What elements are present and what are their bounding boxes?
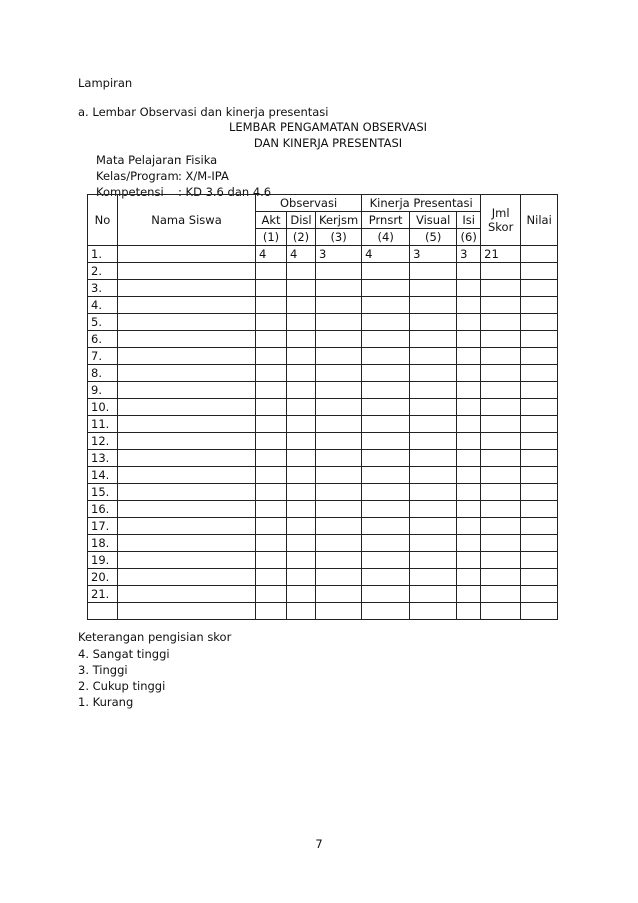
- row-score: [410, 416, 457, 433]
- row-score: [287, 263, 316, 280]
- row-no: 10.: [88, 399, 118, 416]
- observation-table: [87, 194, 558, 620]
- row-nama: [118, 297, 256, 314]
- info-mata-pelajaran: [96, 153, 217, 167]
- row-score: [316, 467, 362, 484]
- row-score: [316, 433, 362, 450]
- row-score: [316, 518, 362, 535]
- page-number: 7: [315, 837, 323, 851]
- table-row: [88, 467, 558, 484]
- row-score: [457, 297, 481, 314]
- table-header-row: [88, 195, 558, 212]
- row-no: 4.: [88, 297, 118, 314]
- row-nama: [118, 246, 256, 263]
- row-score: [287, 450, 316, 467]
- row-score: [256, 450, 287, 467]
- row-score: [457, 365, 481, 382]
- row-score: [410, 280, 457, 297]
- row-nilai: [521, 603, 558, 620]
- row-nama: [118, 433, 256, 450]
- row-score: [362, 552, 410, 569]
- row-score: [316, 365, 362, 382]
- row-no: 15.: [88, 484, 118, 501]
- row-score: [256, 382, 287, 399]
- row-score: [410, 586, 457, 603]
- row-score: [256, 348, 287, 365]
- row-score: [457, 382, 481, 399]
- row-score: [256, 535, 287, 552]
- row-score: [410, 467, 457, 484]
- row-score: [410, 603, 457, 620]
- row-score: [287, 484, 316, 501]
- row-score: [256, 416, 287, 433]
- row-score: [256, 263, 287, 280]
- row-score: [316, 501, 362, 518]
- row-no: 13.: [88, 450, 118, 467]
- row-score: [316, 416, 362, 433]
- row-nama: [118, 501, 256, 518]
- row-nilai: [521, 382, 558, 399]
- row-score: [256, 484, 287, 501]
- table-row: [88, 586, 558, 603]
- row-nilai: [521, 246, 558, 263]
- row-score: [457, 518, 481, 535]
- row-score: [410, 484, 457, 501]
- row-score: [256, 569, 287, 586]
- info-value: : X/M-IPA: [178, 169, 229, 183]
- row-score: [256, 365, 287, 382]
- row-score: [410, 331, 457, 348]
- row-jml-skor: [481, 603, 521, 620]
- row-jml-skor: [481, 263, 521, 280]
- header-nilai: Nilai: [521, 195, 558, 246]
- row-score: [362, 348, 410, 365]
- row-jml-skor: [481, 365, 521, 382]
- row-score: [457, 314, 481, 331]
- row-jml-skor: [481, 382, 521, 399]
- table-row: [88, 297, 558, 314]
- row-nama: [118, 331, 256, 348]
- row-score: [287, 382, 316, 399]
- table-row: [88, 450, 558, 467]
- table-row: [88, 365, 558, 382]
- table-body: [88, 246, 558, 620]
- row-score: [256, 552, 287, 569]
- row-score: [410, 297, 457, 314]
- row-score: [316, 331, 362, 348]
- row-nilai: [521, 501, 558, 518]
- row-score: [362, 484, 410, 501]
- row-score: [287, 603, 316, 620]
- row-score: [362, 450, 410, 467]
- section-title: a. Lembar Observasi dan kinerja presentasi: [78, 105, 329, 119]
- row-no: 9.: [88, 382, 118, 399]
- row-no: 12.: [88, 433, 118, 450]
- row-jml-skor: [481, 586, 521, 603]
- row-score: [287, 467, 316, 484]
- row-jml-skor: [481, 331, 521, 348]
- row-score: [316, 484, 362, 501]
- row-nama: [118, 348, 256, 365]
- row-score: [362, 416, 410, 433]
- row-score: [287, 586, 316, 603]
- row-score: 4: [287, 246, 316, 263]
- row-score: [410, 348, 457, 365]
- legend-item: 4. Sangat tinggi: [78, 647, 170, 661]
- row-nama: [118, 552, 256, 569]
- row-nilai: [521, 450, 558, 467]
- table-row: [88, 280, 558, 297]
- subnum-4: (4): [362, 229, 410, 246]
- row-score: [457, 535, 481, 552]
- header-skor: Skor: [488, 220, 514, 234]
- row-score: [457, 603, 481, 620]
- row-jml-skor: [481, 314, 521, 331]
- row-score: [410, 314, 457, 331]
- row-nama: [118, 450, 256, 467]
- header-observasi: Observasi: [256, 195, 362, 212]
- row-no: 1.: [88, 246, 118, 263]
- row-score: [410, 518, 457, 535]
- row-score: [362, 331, 410, 348]
- form-title-line2: DAN KINERJA PRESENTASI: [253, 136, 403, 150]
- table-row: [88, 603, 558, 620]
- row-score: [316, 263, 362, 280]
- table-row: [88, 569, 558, 586]
- row-score: [287, 365, 316, 382]
- row-jml-skor: [481, 484, 521, 501]
- table-row: [88, 246, 558, 263]
- row-score: [410, 263, 457, 280]
- row-score: [287, 331, 316, 348]
- row-score: [316, 280, 362, 297]
- row-nilai: [521, 433, 558, 450]
- row-score: [287, 348, 316, 365]
- row-score: [316, 399, 362, 416]
- row-score: [362, 467, 410, 484]
- row-score: 3: [410, 246, 457, 263]
- row-jml-skor: [481, 348, 521, 365]
- row-jml-skor: [481, 297, 521, 314]
- row-score: [316, 450, 362, 467]
- header-no: No: [88, 195, 118, 246]
- row-no: 7.: [88, 348, 118, 365]
- row-nama: [118, 484, 256, 501]
- row-nilai: [521, 297, 558, 314]
- row-nilai: [521, 569, 558, 586]
- row-nilai: [521, 365, 558, 382]
- row-score: [287, 416, 316, 433]
- row-nilai: [521, 518, 558, 535]
- row-score: [362, 569, 410, 586]
- row-score: [287, 399, 316, 416]
- row-jml-skor: [481, 518, 521, 535]
- subnum-2: (2): [287, 229, 316, 246]
- subheader-akt: Akt: [256, 212, 287, 229]
- row-score: [256, 280, 287, 297]
- row-nama: [118, 467, 256, 484]
- row-score: [457, 467, 481, 484]
- row-score: [457, 450, 481, 467]
- row-score: [287, 314, 316, 331]
- row-score: [256, 297, 287, 314]
- header-jml-skor: [481, 195, 521, 246]
- subheader-prnsrt: Prnsrt: [362, 212, 410, 229]
- row-nama: [118, 518, 256, 535]
- row-score: [362, 365, 410, 382]
- row-score: [457, 433, 481, 450]
- row-score: [457, 569, 481, 586]
- row-jml-skor: [481, 450, 521, 467]
- row-score: [362, 603, 410, 620]
- row-score: [457, 416, 481, 433]
- row-nama: [118, 569, 256, 586]
- table-row: [88, 501, 558, 518]
- row-nilai: [521, 416, 558, 433]
- row-nama: [118, 535, 256, 552]
- row-score: [316, 297, 362, 314]
- table-row: [88, 399, 558, 416]
- row-score: [362, 518, 410, 535]
- row-score: [287, 280, 316, 297]
- row-nama: [118, 603, 256, 620]
- header-jml: Jml: [491, 206, 510, 220]
- row-score: [362, 586, 410, 603]
- row-score: [316, 603, 362, 620]
- row-score: [410, 365, 457, 382]
- row-jml-skor: [481, 569, 521, 586]
- row-score: [287, 569, 316, 586]
- row-no: 16.: [88, 501, 118, 518]
- table-row: [88, 416, 558, 433]
- row-jml-skor: [481, 467, 521, 484]
- row-score: 3: [316, 246, 362, 263]
- row-jml-skor: [481, 535, 521, 552]
- row-score: [362, 280, 410, 297]
- table-row: [88, 314, 558, 331]
- row-no: 19.: [88, 552, 118, 569]
- row-score: [457, 501, 481, 518]
- row-score: [457, 484, 481, 501]
- row-no: 14.: [88, 467, 118, 484]
- subnum-6: (6): [457, 229, 481, 246]
- row-no: 8.: [88, 365, 118, 382]
- row-score: [410, 535, 457, 552]
- header-kinerja-presentasi: Kinerja Presentasi: [362, 195, 481, 212]
- table-row: [88, 331, 558, 348]
- row-nama: [118, 416, 256, 433]
- row-nama: [118, 586, 256, 603]
- row-nama: [118, 263, 256, 280]
- info-label: Kelas/Program: [96, 169, 179, 183]
- row-nama: [118, 280, 256, 297]
- row-no: 3.: [88, 280, 118, 297]
- row-score: [362, 263, 410, 280]
- row-score: [287, 552, 316, 569]
- row-nilai: [521, 314, 558, 331]
- subheader-isi: Isi: [457, 212, 481, 229]
- row-score: [256, 314, 287, 331]
- row-jml-skor: [481, 433, 521, 450]
- row-score: [362, 399, 410, 416]
- row-score: [457, 263, 481, 280]
- row-score: [362, 535, 410, 552]
- info-label: Mata Pelajaran: [96, 153, 182, 167]
- table-row: [88, 535, 558, 552]
- row-score: [362, 501, 410, 518]
- row-score: 4: [256, 246, 287, 263]
- row-nama: [118, 399, 256, 416]
- row-score: [316, 348, 362, 365]
- subnum-3: (3): [316, 229, 362, 246]
- table-row: [88, 484, 558, 501]
- row-score: [410, 450, 457, 467]
- row-score: [256, 501, 287, 518]
- table-row: [88, 348, 558, 365]
- row-nilai: [521, 586, 558, 603]
- legend-item: 3. Tinggi: [78, 663, 128, 677]
- row-score: [457, 280, 481, 297]
- row-no: 17.: [88, 518, 118, 535]
- subnum-1: (1): [256, 229, 287, 246]
- row-nilai: [521, 484, 558, 501]
- row-score: [410, 433, 457, 450]
- row-no: 11.: [88, 416, 118, 433]
- row-score: [256, 331, 287, 348]
- row-score: [316, 552, 362, 569]
- row-score: [316, 382, 362, 399]
- row-nilai: [521, 331, 558, 348]
- row-no: 6.: [88, 331, 118, 348]
- row-score: [410, 501, 457, 518]
- row-nilai: [521, 348, 558, 365]
- row-score: [362, 314, 410, 331]
- table-row: [88, 518, 558, 535]
- row-score: [457, 552, 481, 569]
- row-score: [256, 518, 287, 535]
- row-score: [457, 399, 481, 416]
- row-score: [410, 399, 457, 416]
- legend-title: Keterangan pengisian skor: [78, 630, 232, 644]
- row-score: [256, 586, 287, 603]
- row-jml-skor: [481, 552, 521, 569]
- row-nama: [118, 382, 256, 399]
- row-no: 5.: [88, 314, 118, 331]
- row-jml-skor: [481, 501, 521, 518]
- header-nama-siswa: Nama Siswa: [118, 195, 256, 246]
- info-value: : KD 3.6 dan 4.6: [178, 185, 272, 199]
- row-score: [287, 297, 316, 314]
- row-score: 4: [362, 246, 410, 263]
- row-jml-skor: [481, 280, 521, 297]
- row-jml-skor: [481, 399, 521, 416]
- row-score: [256, 467, 287, 484]
- row-score: [256, 399, 287, 416]
- row-score: [287, 518, 316, 535]
- info-label: Kompetensi: [96, 185, 164, 199]
- row-score: [362, 433, 410, 450]
- row-score: [410, 569, 457, 586]
- info-kelas-program: [96, 169, 229, 183]
- row-no: 18.: [88, 535, 118, 552]
- info-value: : Fisika: [178, 153, 218, 167]
- row-no: 21.: [88, 586, 118, 603]
- row-score: [287, 433, 316, 450]
- row-score: [256, 603, 287, 620]
- row-score: [410, 382, 457, 399]
- row-nilai: [521, 263, 558, 280]
- row-score: [362, 297, 410, 314]
- table-row: [88, 382, 558, 399]
- row-score: [362, 382, 410, 399]
- row-nama: [118, 365, 256, 382]
- subheader-visual: Visual: [410, 212, 457, 229]
- row-score: [316, 569, 362, 586]
- row-nilai: [521, 399, 558, 416]
- row-score: [457, 331, 481, 348]
- table-row: [88, 433, 558, 450]
- subnum-5: (5): [410, 229, 457, 246]
- row-score: [457, 348, 481, 365]
- row-nilai: [521, 535, 558, 552]
- row-nama: [118, 314, 256, 331]
- form-title-line1: LEMBAR PENGAMATAN OBSERVASI: [228, 120, 428, 134]
- table-row: [88, 552, 558, 569]
- heading: Lampiran: [78, 76, 133, 90]
- row-score: [457, 586, 481, 603]
- row-score: [316, 314, 362, 331]
- row-nilai: [521, 467, 558, 484]
- row-score: 3: [457, 246, 481, 263]
- legend-item: 2. Cukup tinggi: [78, 679, 166, 693]
- row-score: [256, 433, 287, 450]
- row-score: [410, 552, 457, 569]
- row-score: [316, 586, 362, 603]
- row-jml-skor: 21: [481, 246, 521, 263]
- row-score: [287, 535, 316, 552]
- row-jml-skor: [481, 416, 521, 433]
- row-no: [88, 603, 118, 620]
- subheader-kerjsm: Kerjsm: [316, 212, 362, 229]
- row-nilai: [521, 552, 558, 569]
- legend-item: 1. Kurang: [78, 695, 134, 709]
- row-score: [316, 535, 362, 552]
- row-nilai: [521, 280, 558, 297]
- row-no: 2.: [88, 263, 118, 280]
- row-score: [287, 501, 316, 518]
- table-row: [88, 263, 558, 280]
- row-no: 20.: [88, 569, 118, 586]
- subheader-disl: Disl: [287, 212, 316, 229]
